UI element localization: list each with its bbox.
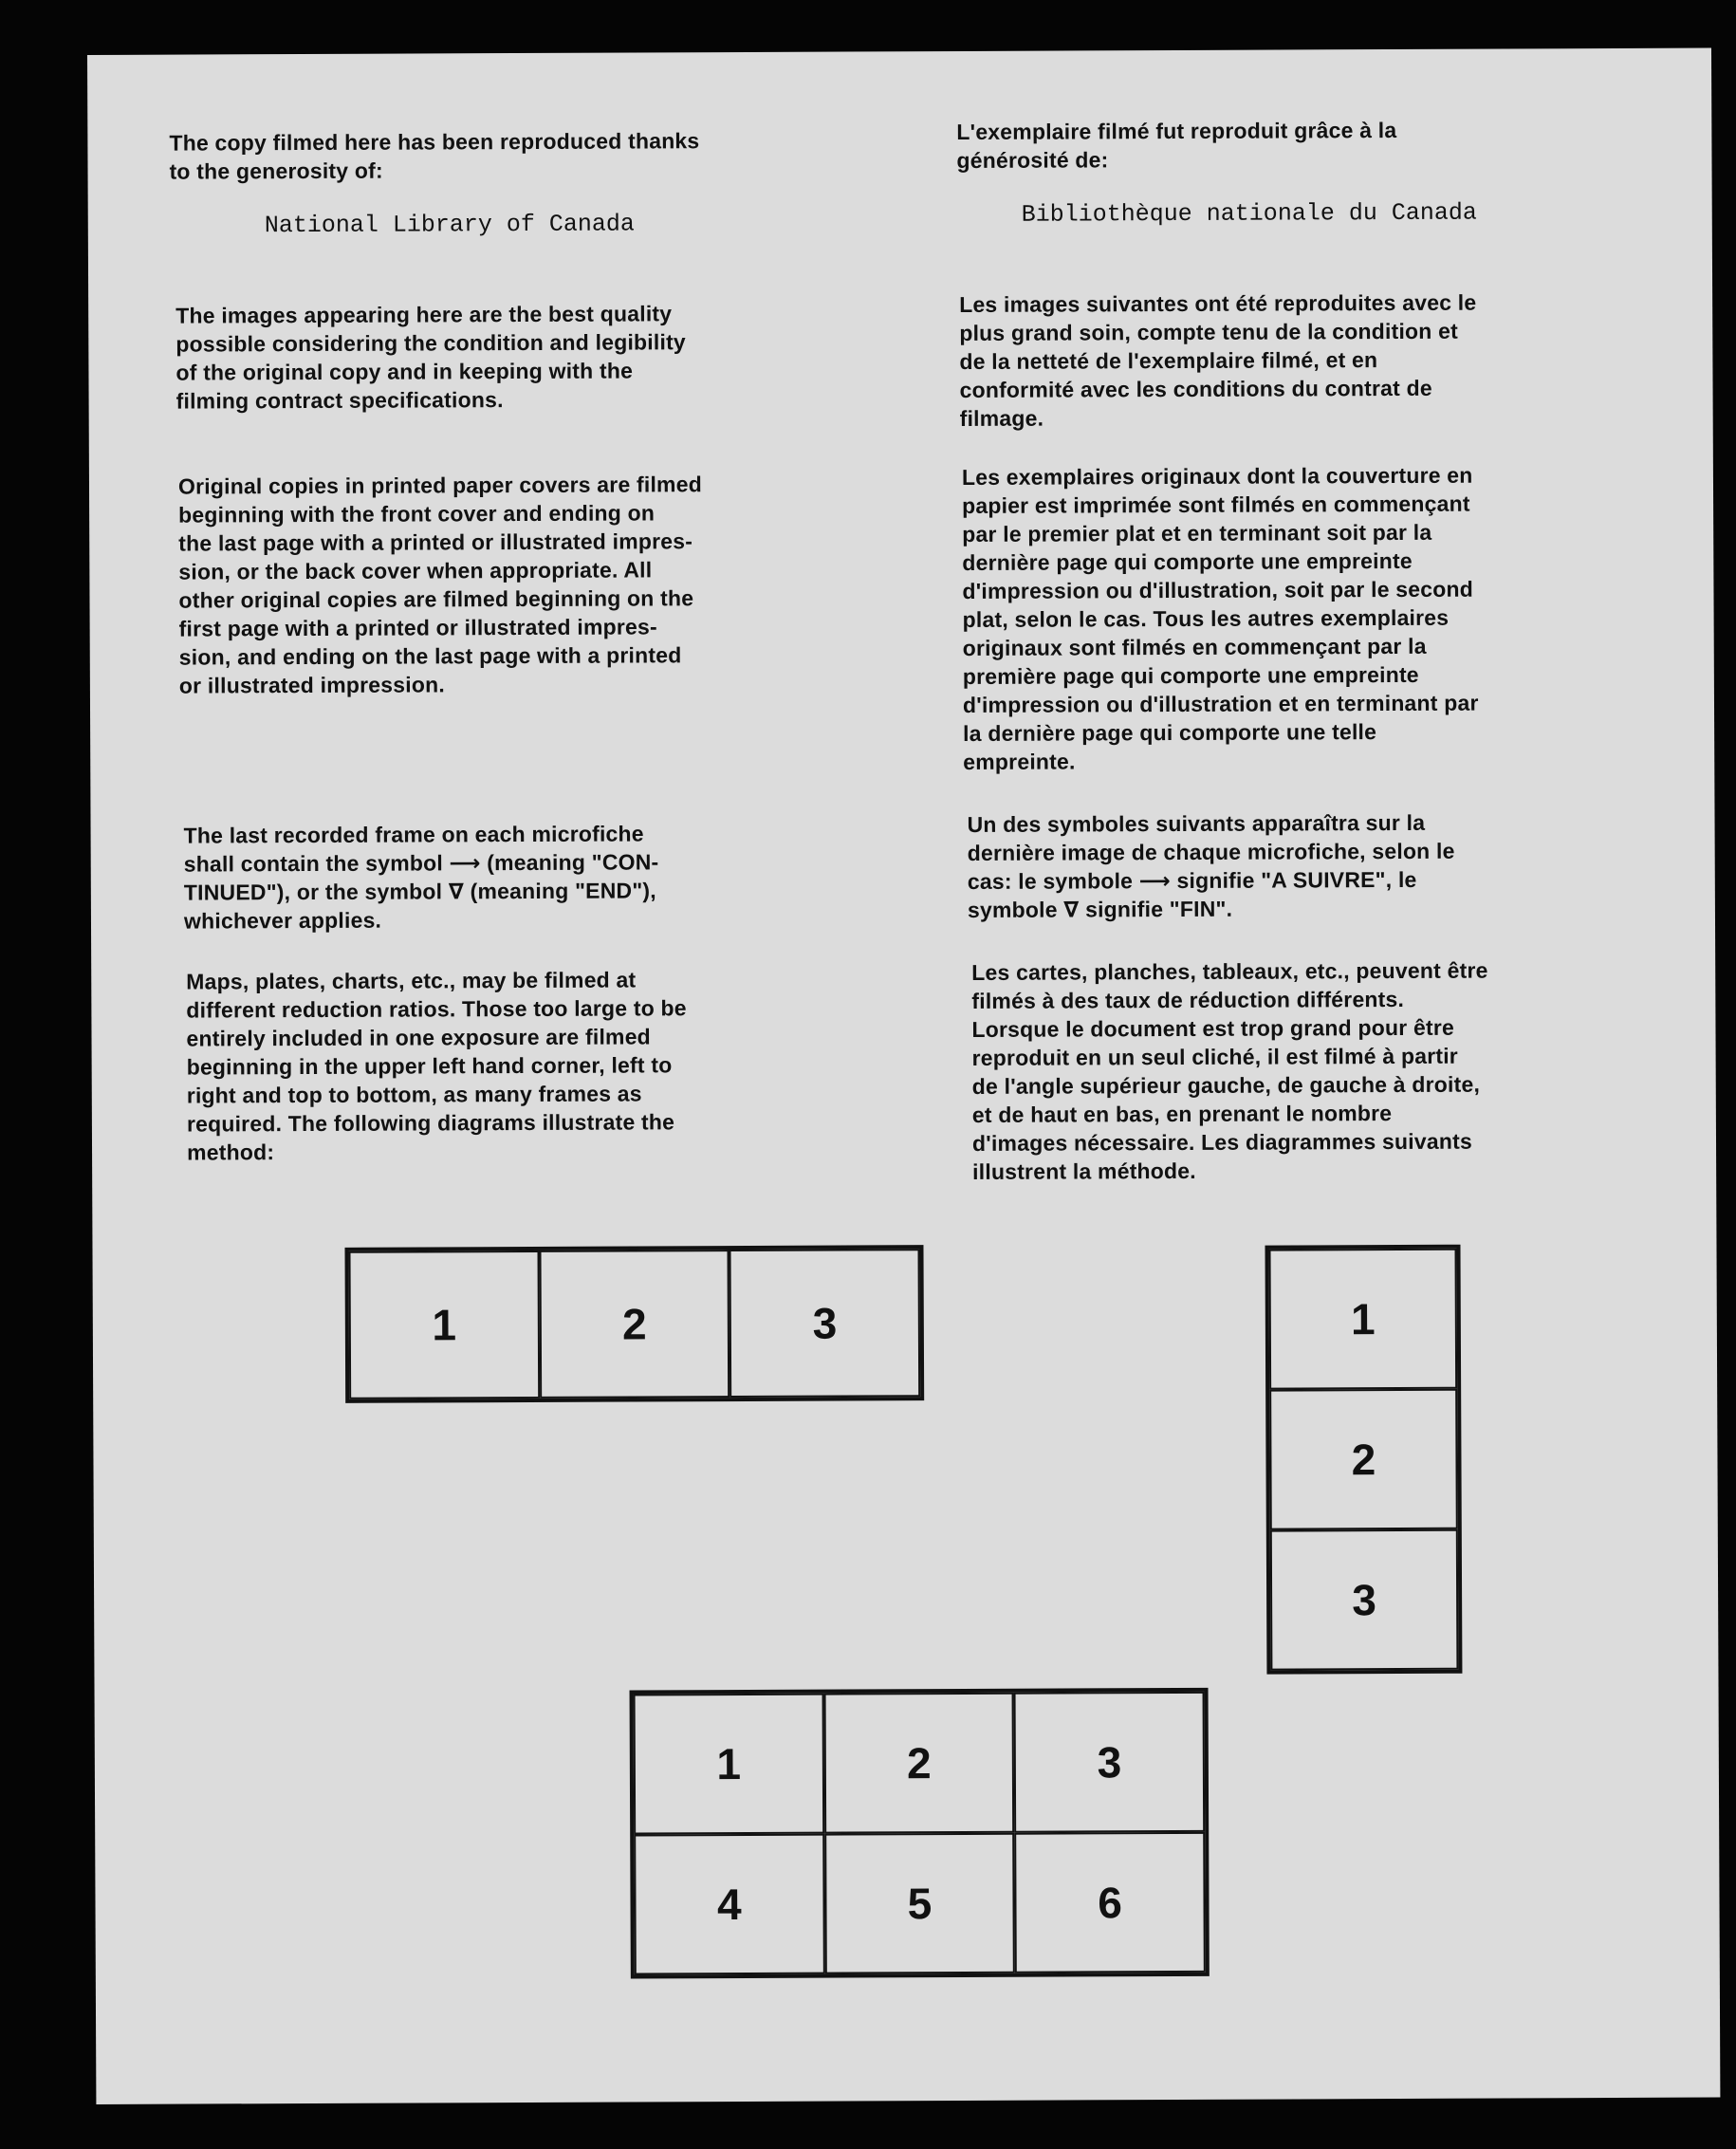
- french-intro: L'exemplaire filmé fut reproduit grâce à la générosité de:: [956, 117, 1397, 174]
- frame-cell: 2: [539, 1250, 729, 1399]
- english-maps-paragraph: Maps, plates, charts, etc., may be filmed at different reduction ratios. Those too large to be entirely included in one exposure are filmed beginning in the upper left hand corner, left to right and top to bottom, as many frames as required. The following diagrams illustrate the method:: [186, 967, 687, 1165]
- french-quality-paragraph: Les images suivantes ont été reproduites avec le plus grand soin, compte tenu de la condition et de la netteté de l'exemplaire filmé, et en conformité avec les conditions du contrat de filmage.: [959, 289, 1477, 431]
- english-symbols-paragraph: The last recorded frame on each microfiche shall contain the symbol ⟶ (meaning "CON- TINUED"), or the symbol ∇ (meaning "END"), whichever applies.: [183, 821, 659, 934]
- frame-cell: 5: [824, 1833, 1015, 1974]
- french-covers-paragraph: Les exemplaires originaux dont la couverture en papier est imprimée sont filmés en commençant par le premier plat et en terminant soit par la dernière page qui comporte une empreinte d'impression ou d'illustration, soit par le second plat, selon le cas. Tous les autres exemplaires originaux sont filmés en commençant par la première page qui comporte une empreinte d'impression ou d'illustration et en terminant par la dernière page qui comporte une telle empreinte.: [961, 462, 1479, 774]
- frame-cell: 1: [349, 1250, 540, 1399]
- english-intro: The copy filmed here has been reproduced thanks to the generosity of:: [169, 128, 700, 184]
- frame-cell: 4: [634, 1834, 824, 1975]
- frame-cell: 6: [1015, 1832, 1206, 1973]
- frame-cell: 2: [1269, 1389, 1458, 1530]
- diagram-grid-frames: [630, 1688, 1210, 1979]
- french-maps-paragraph: Les cartes, planches, tableaux, etc., peuvent être filmés à des taux de réduction différents. Lorsque le document est trop grand pour être reproduit en un seul cliché, il est filmé à partir de l'angle supérieur gauche, de gauche à droite, et de haut en bas, en prenant le nombre d'images nécessaire. Les diagrammes suivants illustrent la méthode.: [971, 957, 1488, 1184]
- frame-cell: 1: [1269, 1249, 1458, 1390]
- frame-cell: 3: [1270, 1529, 1459, 1671]
- frame-cell: 2: [823, 1693, 1014, 1834]
- frame-cell: 1: [634, 1694, 824, 1835]
- diagram-vertical-frames: [1265, 1245, 1462, 1675]
- diagram-horizontal-frames: [344, 1245, 924, 1403]
- microfiche-target-sheet: [87, 48, 1720, 2104]
- frame-cell: 3: [1014, 1692, 1205, 1833]
- frame-cell: 3: [729, 1249, 920, 1398]
- english-library-name: National Library of Canada: [264, 210, 635, 240]
- french-symbols-paragraph: Un des symboles suivants apparaîtra sur la dernière image de chaque microfiche, selon le cas: le symbole ⟶ signifie "A SUIVRE", le symbole ∇ signifie "FIN".: [967, 809, 1455, 922]
- english-covers-paragraph: Original copies in printed paper covers are filmed beginning with the front cover and ending on the last page with a printed or illustrated impres- sion, or the back cover when appropriate. All other original copies are filmed beginning on the first page with a printed or illustrated impres- sion, and ending on the last page with a printed or illustrated impression.: [177, 472, 702, 698]
- english-quality-paragraph: The images appearing here are the best quality possible considering the condition and legibility of the original copy and in keeping with the filming contract specifications.: [175, 301, 686, 414]
- french-library-name: Bibliothèque nationale du Canada: [1021, 198, 1477, 229]
